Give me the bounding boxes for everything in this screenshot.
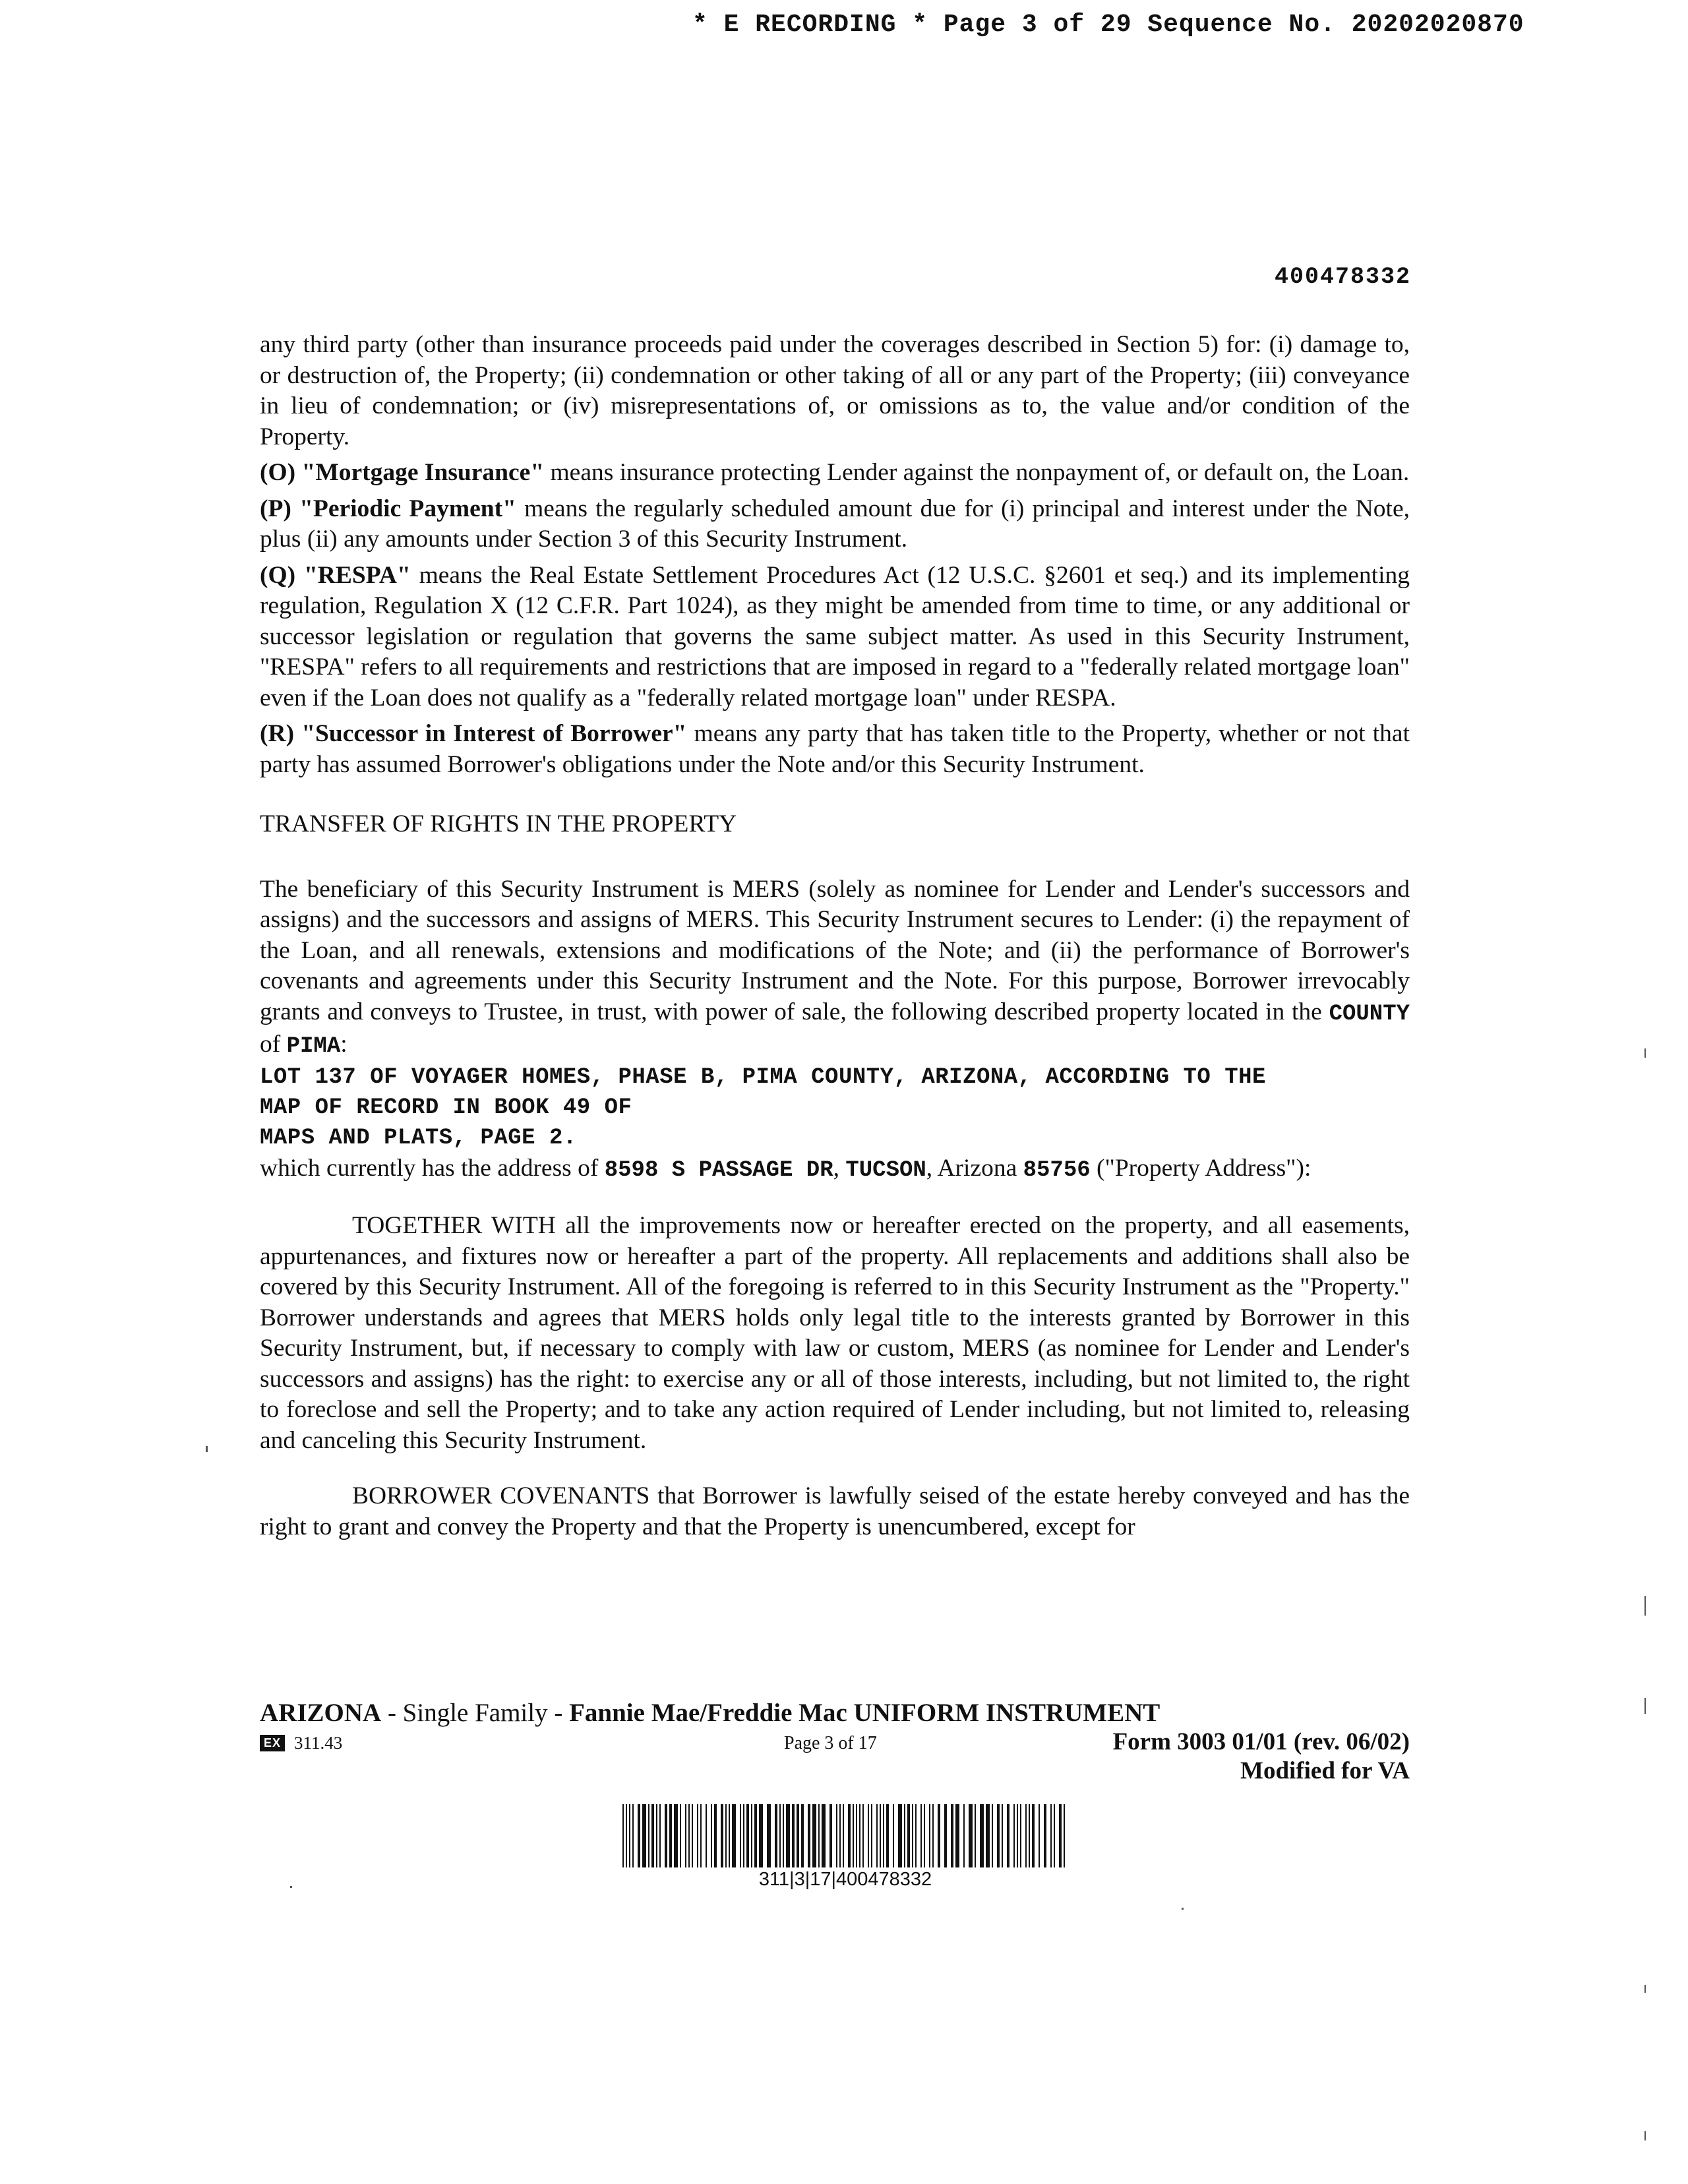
- barcode-bar: [871, 1804, 872, 1867]
- barcode-bar: [880, 1804, 881, 1867]
- barcode-bar: [951, 1804, 953, 1867]
- scan-speck: [206, 1446, 208, 1452]
- barcode-bar: [648, 1804, 649, 1867]
- barcode-bar: [893, 1804, 894, 1867]
- footer-page-number: Page 3 of 17: [784, 1733, 877, 1753]
- barcode-bar: [986, 1804, 990, 1867]
- barcode-bar: [743, 1804, 744, 1867]
- barcode-bar: [629, 1804, 630, 1867]
- definition-text: means the Real Estate Settlement Procedures Act (12 U.S.C. §2601 et seq.) and its implementing regulation, Regulation X (12 C.F.R. Part 1024), as they might be amended from time to time, or any additional or successor legislation or regulation that governs the same subject matter. As used in this Security Instrument, "RESPA" refers to all requirements and restrictions that are imposed in regard to a "federally related mortgage loan" even if the Loan does not qualify as a "federally related mortgage loan" under RESPA.: [260, 561, 1410, 712]
- paragraph-continuation: any third party (other than insurance proceeds paid under the coverages described in Section 5) for: (i) damage to, or destruction of, the Property; (ii) condemnation or other taking of all or any part of the Property; (iii) conveyance in lieu of condemnation; or (iv) misrepresentations of, or omissions as to, the value and/or condition of the Property.: [260, 331, 1410, 450]
- footer-row: [260, 1728, 1410, 1757]
- definition-periodic-payment: [260, 494, 1410, 555]
- barcode-bar: [920, 1804, 922, 1867]
- barcode-bar: [700, 1804, 702, 1867]
- barcode-bar: [1025, 1804, 1027, 1867]
- barcode-bar: [688, 1804, 690, 1867]
- jurisdiction-type: COUNTY: [1329, 1001, 1410, 1027]
- barcode-bar: [932, 1804, 934, 1867]
- document-body: [260, 330, 1410, 1548]
- address-suffix: ("Property Address"):: [1090, 1154, 1311, 1182]
- barcode-bar: [1017, 1804, 1018, 1867]
- barcode-bar: [767, 1804, 771, 1867]
- scan-speck: [1644, 1698, 1646, 1714]
- barcode-bar: [754, 1804, 757, 1867]
- footer-separator: - Single Family -: [381, 1699, 570, 1727]
- barcode-bar: [808, 1804, 810, 1867]
- address-prefix: which currently has the address of: [260, 1154, 605, 1182]
- barcode-bar: [883, 1804, 884, 1867]
- barcode-bar: [955, 1804, 959, 1867]
- barcode-bar: [1029, 1804, 1030, 1867]
- footer-instrument: Fannie Mae/Freddie Mac UNIFORM INSTRUMENT: [569, 1699, 1160, 1727]
- barcode-bar: [786, 1804, 790, 1867]
- definition-term: (R) "Successor in Interest of Borrower": [260, 720, 687, 747]
- barcode-bar: [651, 1804, 654, 1867]
- legal-description-line: MAP OF RECORD IN BOOK 49 OF: [260, 1095, 632, 1120]
- definition-term: (Q) "RESPA": [260, 561, 411, 589]
- barcode-bar: [783, 1804, 784, 1867]
- barcode-bar: [843, 1804, 844, 1867]
- barcode-bar: [692, 1804, 693, 1867]
- scan-speck: [1644, 1048, 1646, 1058]
- legal-description-line: MAPS AND PLATS, PAGE 2.: [260, 1125, 577, 1151]
- ellie-mae-logo-icon: EX: [260, 1735, 285, 1751]
- barcode-bar: [944, 1804, 947, 1867]
- barcode-bar: [1064, 1804, 1065, 1867]
- barcode-bar: [642, 1804, 646, 1867]
- barcode-bar: [904, 1804, 905, 1867]
- barcode-bar: [929, 1804, 930, 1867]
- section-heading: TRANSFER OF RIGHTS IN THE PROPERTY: [260, 810, 737, 837]
- barcode-bar: [740, 1804, 741, 1867]
- barcode-bar: [751, 1804, 752, 1867]
- city: TUCSON: [845, 1157, 926, 1183]
- barcode-bar: [665, 1804, 667, 1867]
- barcode-bar: [915, 1804, 917, 1867]
- barcode-bar: [853, 1804, 854, 1867]
- borrower-covenants-paragraph: BORROWER COVENANTS that Borrower is lawfully seised of the estate hereby conveyed and has the right to grant and convey the Property and that the Property is unencumbered, except for: [260, 1482, 1410, 1540]
- barcode-bar: [711, 1804, 712, 1867]
- barcode-bar: [859, 1804, 860, 1867]
- barcode-bar: [848, 1804, 851, 1867]
- document-number: 400478332: [1274, 264, 1411, 290]
- scan-speck: [1644, 2131, 1646, 2140]
- barcode-bar: [868, 1804, 869, 1867]
- barcode-bar: [876, 1804, 878, 1867]
- barcode-bar: [725, 1804, 727, 1867]
- footer-code-group: [260, 1733, 342, 1753]
- barcode-bar: [626, 1804, 627, 1867]
- barcode-bar: [839, 1804, 841, 1867]
- barcode-bar: [912, 1804, 913, 1867]
- barcode-bar: [886, 1804, 889, 1867]
- street-address: 8598 S PASSAGE DR: [604, 1157, 833, 1183]
- barcode-bar: [898, 1804, 902, 1867]
- barcode: [622, 1804, 1068, 1867]
- barcode-bar: [697, 1804, 698, 1867]
- footer-code: 311.43: [294, 1733, 343, 1753]
- barcode-bar: [963, 1804, 965, 1867]
- barcode-bar: [638, 1804, 640, 1867]
- barcode-bar: [818, 1804, 820, 1867]
- barcode-bar: [1002, 1804, 1003, 1867]
- barcode-bar: [656, 1804, 657, 1867]
- barcode-bar: [1007, 1804, 1010, 1867]
- barcode-bar: [721, 1804, 723, 1867]
- scan-speck: [1644, 1596, 1646, 1616]
- definition-text: means insurance protecting Lender against the nonpayment of, or default on, the Loan.: [544, 459, 1410, 486]
- scan-speck: [1644, 1985, 1646, 1993]
- barcode-bar: [706, 1804, 707, 1867]
- barcode-bar: [729, 1804, 730, 1867]
- together-with-paragraph: TOGETHER WITH all the improvements now or hereafter erected on the property, and all easements, appurtenances, and fixtures now or hereafter a part of the property. All replacements and additions shall also be covered by this Security Instrument. All of the foregoing is referred to in this Security Instrument as the "Property." Borrower understands and agrees that MERS holds only legal title to the interests granted by Borrower in this Security Instrument, but, if necessary to comply with law or custom, MERS (as nominee for Lender and Lender's successors and assigns) has the right: to exercise any or all of those interests, including, but not limited to, the right to foreclose and sell the Property; and to take any action required of Lender including, but not limited to, releasing and canceling this Security Instrument.: [260, 1212, 1410, 1454]
- definition-mortgage-insurance: [260, 458, 1410, 489]
- recording-header: * E RECORDING * Page 3 of 29 Sequence No. 20202020870: [692, 11, 1524, 39]
- jurisdiction-name: PIMA: [286, 1034, 341, 1059]
- barcode-bar: [759, 1804, 763, 1867]
- barcode-bar: [797, 1804, 799, 1867]
- barcode-bar: [659, 1804, 661, 1867]
- definition-term: (O) "Mortgage Insurance": [260, 459, 545, 486]
- barcode-bar: [1013, 1804, 1015, 1867]
- property-address-paragraph: [260, 1153, 1410, 1186]
- barcode-bar: [822, 1804, 826, 1867]
- definition-text: means any party that has taken title to the Property, whether or not that party has assumed Borrower's obligations under the Note and/or this Security Instrument.: [260, 720, 1410, 778]
- barcode-bar: [969, 1804, 973, 1867]
- definition-respa: [260, 561, 1410, 714]
- barcode-bar: [1039, 1804, 1040, 1867]
- of-word: of: [260, 1031, 287, 1058]
- colon: :: [340, 1031, 347, 1058]
- footer-form-number: Form 3003 01/01 (rev. 06/02): [1112, 1728, 1410, 1755]
- state-text: , Arizona: [926, 1154, 1023, 1182]
- barcode-bar: [980, 1804, 984, 1867]
- barcode-bar: [775, 1804, 777, 1867]
- barcode-bar: [632, 1804, 634, 1867]
- barcode-bar: [829, 1804, 832, 1867]
- barcode-text: 311|3|17|400478332: [758, 1869, 932, 1890]
- barcode-bar: [1054, 1804, 1055, 1867]
- barcode-bar: [1020, 1804, 1021, 1867]
- barcode-bar: [938, 1804, 940, 1867]
- footer-state: ARIZONA: [260, 1699, 382, 1727]
- scan-speck: [290, 1886, 292, 1888]
- footer-title: [260, 1699, 1410, 1728]
- transfer-text: The beneficiary of this Security Instrument is MERS (solely as nominee for Lender and Lender's successors and assigns) and the successors and assigns of MERS. This Security Instrument secures to Lender: (i) the repayment of the Loan, and all renewals, extensions and modifications of the Note; and (ii) the performance of Borrower's covenants and agreements under this Security Instrument and the Note. For this purpose, Borrower irrevocably grants and conveys to Trustee, in trust, with power of sale, the following described property located in the: [260, 875, 1410, 1025]
- barcode-bar: [746, 1804, 749, 1867]
- barcode-bar: [622, 1804, 624, 1867]
- barcode-bar: [997, 1804, 1000, 1867]
- barcode-bar: [907, 1804, 910, 1867]
- barcode-bar: [732, 1804, 736, 1867]
- barcode-bar: [1059, 1804, 1062, 1867]
- barcode-bar: [856, 1804, 857, 1867]
- barcode-bar: [1044, 1804, 1046, 1867]
- definition-successor-in-interest: [260, 719, 1410, 780]
- zip-code: 85756: [1023, 1157, 1091, 1183]
- transfer-paragraph: [260, 874, 1410, 1062]
- barcode-bar: [674, 1804, 678, 1867]
- barcode-bar: [975, 1804, 976, 1867]
- barcode-bar: [792, 1804, 795, 1867]
- barcode-bar: [992, 1804, 993, 1867]
- barcode-bar: [779, 1804, 781, 1867]
- scan-speck: [1182, 1908, 1184, 1910]
- barcode-bar: [685, 1804, 686, 1867]
- barcode-bar: [836, 1804, 837, 1867]
- barcode-bar: [1032, 1804, 1035, 1867]
- barcode-bar: [1050, 1804, 1052, 1867]
- legal-description-line: LOT 137 OF VOYAGER HOMES, PHASE B, PIMA COUNTY, ARIZONA, ACCORDING TO THE: [260, 1064, 1266, 1090]
- barcode-bar: [924, 1804, 925, 1867]
- footer-modified: Modified for VA: [1240, 1757, 1410, 1784]
- barcode-bar: [801, 1804, 804, 1867]
- form-footer: [260, 1699, 1410, 1786]
- definition-text: means the regularly scheduled amount due for (i) principal and interest under the Note, plus (ii) any amounts under Section 3 of this Security Instrument.: [260, 495, 1410, 553]
- barcode-bar: [812, 1804, 816, 1867]
- barcode-bar: [669, 1804, 672, 1867]
- address-comma: ,: [833, 1154, 846, 1182]
- barcode-bar: [680, 1804, 681, 1867]
- barcode-bar: [714, 1804, 717, 1867]
- barcode-bar: [862, 1804, 864, 1867]
- definition-term: (P) "Periodic Payment": [260, 495, 516, 522]
